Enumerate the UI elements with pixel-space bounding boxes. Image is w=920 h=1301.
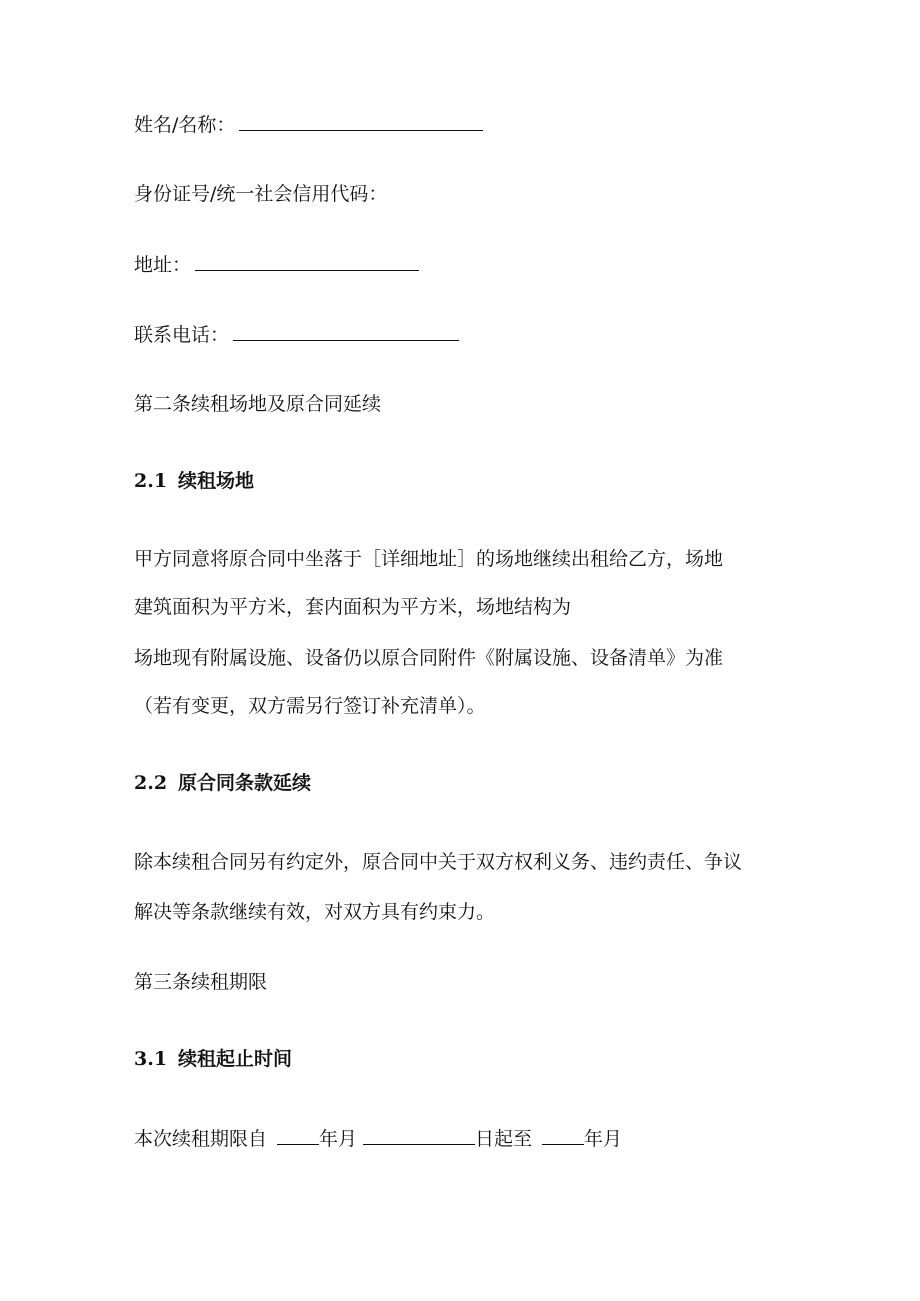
- start-year-month: 年月: [319, 1128, 358, 1150]
- section-2-2-heading: [134, 770, 311, 796]
- section-2-1-para-line-4: （若有变更，双方需另行签订补充清单）。: [134, 695, 486, 717]
- section-2-1-para-line-3: 场地现有附属设施、设备仍以原合同附件《附属设施、设备清单》为准: [134, 647, 724, 669]
- phone-label: 联系电话：: [134, 324, 230, 346]
- name-label: 姓名/名称：: [134, 114, 236, 136]
- section-2-1-number: 2.1: [134, 470, 168, 492]
- address-field-row: [134, 251, 419, 278]
- phone-field-row: [134, 321, 459, 348]
- section-2-1-para-line-1: 甲方同意将原合同中坐落于［详细地址］的场地继续出租给乙方，场地: [134, 548, 724, 570]
- section-2-1-heading: [134, 468, 254, 494]
- section-2-2-para-line-1: 除本续租合同另有约定外，原合同中关于双方权利义务、违约责任、争议: [134, 851, 743, 873]
- name-field-row: [134, 111, 483, 138]
- article-2-title: 第二条续租场地及原合同延续: [134, 393, 382, 415]
- section-2-1-para-line-2: 建筑面积为平方米，套内面积为平方米，场地结构为: [134, 596, 572, 618]
- id-field-row: [134, 181, 387, 207]
- section-3-1-heading: [134, 1046, 292, 1072]
- id-label: 身份证号/统一社会信用代码：: [134, 183, 388, 205]
- section-3-1-number: 3.1: [134, 1048, 168, 1070]
- start-day-label: 日起至: [475, 1128, 533, 1150]
- name-blank: [239, 111, 483, 131]
- address-label: 地址：: [134, 254, 192, 276]
- end-year-month: 年月: [584, 1128, 623, 1150]
- start-day-blank: [363, 1125, 475, 1145]
- section-2-1-title: 续租场地: [178, 470, 255, 492]
- article-3-title: 第三条续租期限: [134, 971, 268, 993]
- section-3-1-title: 续租起止时间: [178, 1048, 293, 1070]
- section-2-2-para-line-2: 解决等条款继续有效，对双方具有约束力。: [134, 901, 496, 923]
- end-year-blank: [542, 1125, 584, 1145]
- phone-blank: [233, 321, 459, 341]
- address-blank: [195, 251, 419, 271]
- period-prefix: 本次续租期限自: [134, 1128, 268, 1150]
- section-2-2-title: 原合同条款延续: [178, 772, 312, 794]
- start-year-blank: [277, 1125, 319, 1145]
- section-2-2-number: 2.2: [134, 772, 168, 794]
- lease-period-row: [134, 1125, 622, 1152]
